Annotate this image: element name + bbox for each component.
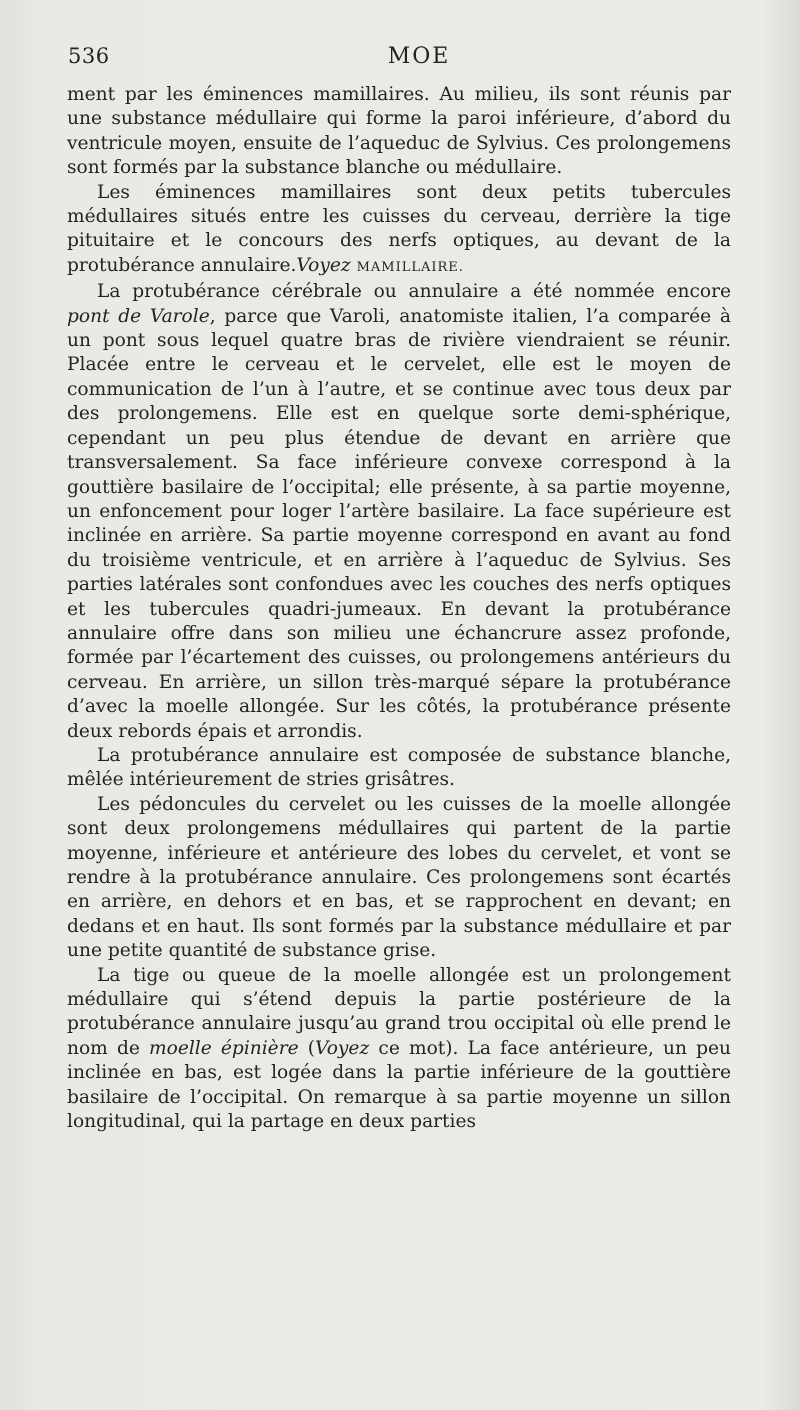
paragraph-6-text-b: ce mot). La face antérieure, un peu inclinée en bas, est logée dans la partie inférieure de la gouttière basilaire de l’occipital. On remarque à sa partie moyenne un sillon longitudinal, qui la partage en deux parties: [67, 1037, 732, 1133]
paragraph-2-text: Les éminences mamillaires sont deux petits tubercules médullaires situés entre les cuisses du cerveau, derrière la tige pituitaire et le concours des nerfs optiques, au devant de la protubérance annulaire.: [67, 181, 731, 276]
paragraph-4: [67, 744, 731, 793]
paren-open: (: [298, 1037, 316, 1059]
page-number: 536: [68, 44, 110, 68]
body-text: [67, 83, 731, 1134]
paragraph-5-text: Les pédoncules du cervelet ou les cuisses de la moelle allongée sont deux prolongemens médullaires qui partent de la partie moyenne, inférieure et antérieure des lobes du cervelet, et vont se rendre à la protubérance annulaire. Ces prolongemens sont écartés en arrière, en dehors et en bas, et se rapprochent en devant; en dedans et en haut. Ils sont formés par la substance médullaire et par une petite quantité de substance grise.: [67, 793, 731, 962]
page-header: [68, 44, 730, 78]
paragraph-1: [67, 83, 731, 181]
term-moelle-epiniere: moelle épinière: [149, 1037, 299, 1059]
paragraph-3: [67, 280, 731, 744]
paragraph-3-text-b: , parce que Varoli, anatomiste italien, l’a comparée à un pont sous lequel quatre bras de rivière viendraient se réunir. Placée entre le cerveau et le cervelet, elle est le moyen de communication de l’un à l’autre, et se continue avec tous deux par des prolongemens. Elle est en quelque sorte demi-sphérique, cependant un peu plus étendue de devant en arrière que transversalement. Sa face inférieure convexe correspond à la gouttière basilaire de l’occipital; elle présente, à sa partie moyenne, un enfoncement pour loger l’artère basilaire. La face supérieure est inclinée en arrière. Sa partie moyenne correspond en avant au fond du troisième ventricule, et en arrière à l’aqueduc de Sylvius. Ses parties latérales sont confondues avec les couches des nerfs optiques et les tubercules quadri-jumeaux. En devant la protubérance annulaire offre dans son milieu une échancrure assez profonde, formée par l’écartement des cuisses, ou prolongemens antérieurs du cerveau. En arrière, un sillon très-marqué sépare la protubérance d’avec la moelle allongée. Sur les côtés, la protubérance présente deux rebords épais et arrondis.: [67, 305, 731, 742]
paragraph-6: [67, 964, 731, 1135]
paragraph-1-text: ment par les éminences mamillaires. Au milieu, ils sont réunis par une substance médullaire qui forme la paroi inférieure, d’abord du ventricule moyen, ensuite de l’aqueduc de Sylvius. Ces prolongemens sont formés par la substance blanche ou médullaire.: [67, 84, 731, 179]
paragraph-5: [67, 793, 731, 964]
cross-reference: MAMILLAIRE.: [356, 259, 464, 275]
running-head: MOE: [387, 44, 451, 69]
paragraph-3-text-a: La protubérance cérébrale ou annulaire a été nommée encore: [97, 281, 731, 303]
see-reference-word: Voyez: [296, 254, 351, 276]
paragraph-2: [67, 181, 731, 281]
paragraph-4-text: La protubérance annulaire est composée de substance blanche, mêlée intérieurement de stries grisâtres.: [67, 744, 731, 791]
term-pont-de-varole: pont de Varole: [67, 305, 210, 327]
see-reference-word: Voyez: [315, 1037, 370, 1059]
paragraph-6-text-a: La tige ou queue de la moelle allongée est un prolongement médullaire qui s’étend depuis la partie postérieure de la protubérance annulaire jusqu’au grand trou occipital où elle prend le nom de: [67, 964, 731, 1059]
